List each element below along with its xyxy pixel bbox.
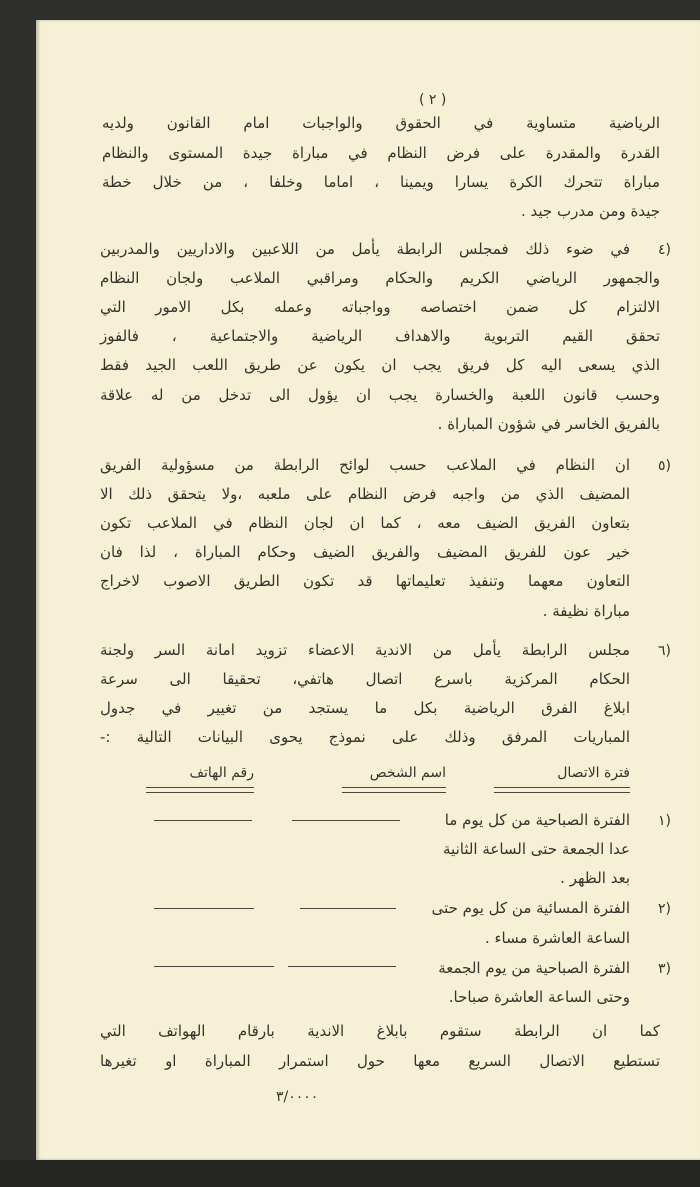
period-2-line: الساعة العاشرة مساء . (484, 929, 630, 947)
item-5-number: ٥) (658, 458, 671, 474)
period-1-line: بعد الظهر . (560, 869, 630, 887)
header-phone: رقم الهاتف (189, 765, 254, 781)
period-2-person-blank (300, 908, 396, 909)
item-4-line: الذي يسعى اليه كل فريق يجب ان يكون عن طريق اللعب الجيد فقط (100, 356, 660, 374)
item-5-line: بتعاون الفريق الضيف معه ، كما ان لجان النظام في الملاعب تكون (100, 514, 630, 532)
item-5-line: التعاون معهما وتنفيذ تعليماتها قد تكون الطريق الاصوب لاخراج (100, 572, 630, 590)
scan-bottom-edge (0, 1160, 700, 1187)
period-1-phone-blank (154, 820, 252, 821)
header-period-underline (494, 787, 630, 793)
intro-line: مباراة تتحرك الكرة يسارا ويمينا ، اماما وخلفا ، من خلال خطة (102, 173, 660, 191)
document-page (36, 20, 700, 1160)
period-3-line: وحتى الساعة العاشرة صباحا. (448, 988, 630, 1006)
period-2-line: الفترة المسائية من كل يوم حتى (431, 899, 630, 917)
period-1-line: الفترة الصباحية من كل يوم ما (444, 811, 630, 829)
period-1-line: عدا الجمعة حتى الساعة الثانية (443, 840, 630, 858)
period-2-number: ٢) (658, 901, 671, 917)
period-3-number: ٣) (658, 961, 671, 977)
intro-line: الرياضية متساوية في الحقوق والواجبات امام القانون ولديه (102, 114, 660, 132)
item-6-number: ٦) (658, 643, 671, 659)
intro-line: جيدة ومن مدرب جيد . (520, 202, 660, 220)
period-3-phone-blank (154, 966, 274, 967)
item-4-line: الالتزام كل ضمن اختصاصه وواجباته وعمله بكل الامور التي (100, 298, 660, 316)
item-5-line: مباراة نظيفة . (542, 602, 630, 620)
header-phone-underline (146, 787, 254, 793)
item-4-line: بالفريق الخاسر في شؤون المباراة . (437, 415, 660, 433)
closing-line: كما ان الرابطة ستقوم بابلاغ الاندية بارقام الهواتف التي (100, 1022, 660, 1040)
header-person: اسم الشخص (369, 765, 446, 781)
item-5-line: خير عون للفريق المضيف والفريق الضيف وحكام المباراة ، لذا فان (100, 543, 630, 561)
intro-line: القدرة والمقدرة على فرض النظام في مباراة جيدة المستوى والنظام (102, 144, 660, 162)
item-6-line: ابلاغ الفرق الرياضية بكل ما يستجد من تغيير في جدول (100, 699, 630, 717)
item-4-line: والجمهور الرياضي الكريم والحكام ومراقبي الملاعب ولجان النظام (100, 269, 660, 287)
item-6-line: المباريات المرفق وذلك على نموذج يحوى البيانات التالية :- (100, 728, 630, 746)
period-1-number: ١) (658, 813, 671, 829)
closing-line: تستطيع الاتصال السريع معها حول استمرار المباراة او تغيرها (100, 1052, 660, 1070)
item-4-number: ٤) (658, 242, 671, 258)
item-4-line: تحقق القيم التربوية والاهداف الرياضية والاجتماعية ، فالفوز (100, 327, 660, 345)
period-1-person-blank (292, 820, 400, 821)
period-3-line: الفترة الصباحية من يوم الجمعة (438, 959, 630, 977)
header-person-underline (342, 787, 446, 793)
header-period: فترة الاتصال (557, 765, 630, 781)
page-number: ( ٢ ) (419, 92, 447, 108)
item-5-line: ان النظام في الملاعب حسب لوائح الرابطة من مسؤولية الفريق (100, 456, 630, 474)
item-6-line: الحكام المركزية باسرع اتصال هاتفي، تحقيقا الى سرعة (100, 670, 630, 688)
item-4-line: في ضوء ذلك فمجلس الرابطة يأمل من اللاعبين والاداريين والمدربين (100, 240, 630, 258)
item-5-line: المضيف الذي من واجبه فرض النظام على ملعبه ،ولا يتحقق ذلك الا (100, 485, 630, 503)
item-6-line: مجلس الرابطة يأمل من الاندية الاعضاء تزويد امانة السر ولجنة (100, 641, 630, 659)
item-4-line: وحسب قانون اللعبة والخسارة يجب ان يؤول الى تدخل من له علاقة (100, 386, 660, 404)
period-3-person-blank (288, 966, 396, 967)
continuation-number: ٣/٠٠٠٠ (276, 1089, 319, 1105)
period-2-phone-blank (154, 908, 254, 909)
